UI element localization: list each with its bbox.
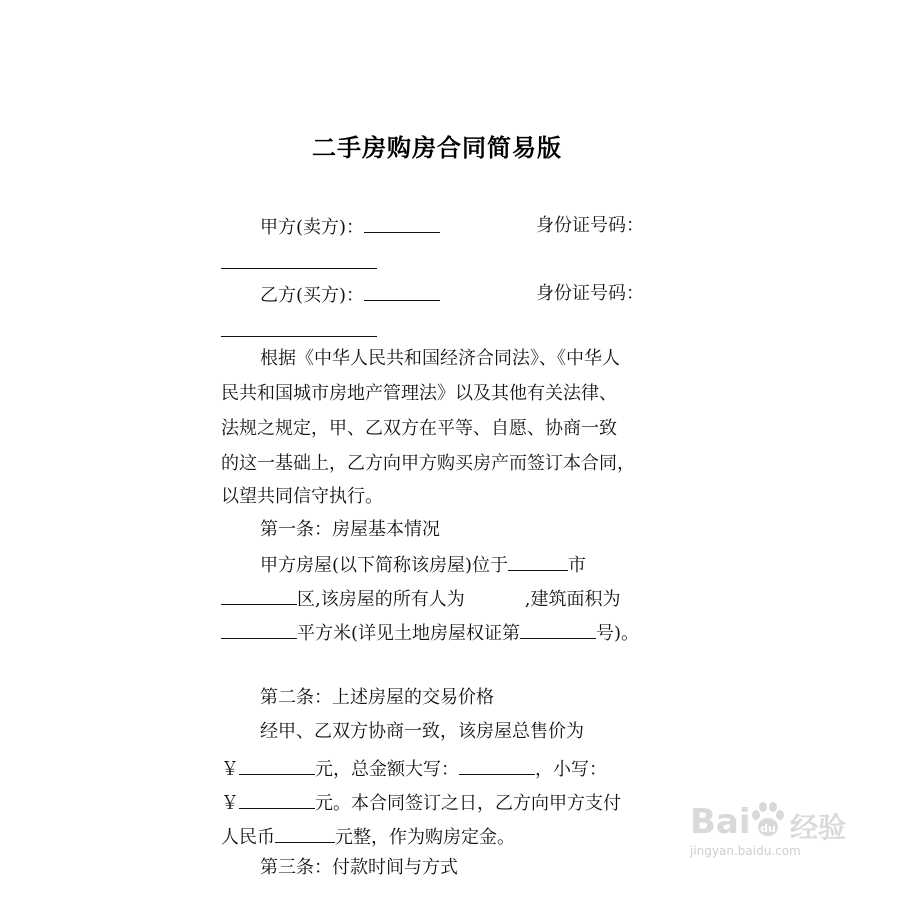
yuan-symbol: ￥ xyxy=(221,759,239,780)
article1-line-1 xyxy=(260,552,586,578)
party-a-id-label: 身份证号码： xyxy=(536,215,644,236)
intro-line-4: 的这一基础上，乙方向甲方购买房产而签订本合同， xyxy=(221,453,635,474)
party-b-label: 乙方(买方)： xyxy=(260,285,365,306)
party-a-label: 甲方(卖方)： xyxy=(260,217,365,238)
article1-line-2 xyxy=(221,586,620,612)
watermark-url: jingyan.baidu.com xyxy=(690,844,801,858)
party-b-name-blank xyxy=(364,282,440,301)
watermark-brand: Bai xyxy=(690,802,751,842)
article2-line-4 xyxy=(221,824,515,850)
article1-location-text: 甲方房屋(以下简称该房屋)位于 xyxy=(260,555,509,576)
intro-line-5: 以望共同信守执行。 xyxy=(221,486,383,507)
article1-heading: 第一条：房屋基本情况 xyxy=(260,519,440,540)
party-a-name-blank xyxy=(364,214,440,233)
article3-heading: 第三条：付款时间与方式 xyxy=(260,857,458,878)
yuan-symbol-2: ￥ xyxy=(221,793,239,814)
baidu-jingyan-watermark xyxy=(690,800,870,860)
party-a-id-blank xyxy=(221,268,377,269)
lowercase-text: ，小写： xyxy=(535,759,607,780)
city-suffix: 市 xyxy=(568,555,587,576)
party-b-id-label: 身份证号码： xyxy=(536,283,644,304)
party-b-id-blank xyxy=(221,336,377,337)
lowercase-amount-blank xyxy=(239,790,315,809)
certificate-suffix: 号)。 xyxy=(596,623,640,644)
article2-line-3 xyxy=(221,790,621,816)
intro-line-3: 法规之规定，甲、乙双方在平等、自愿、协商一致 xyxy=(221,418,617,439)
svg-text:du: du xyxy=(760,822,776,835)
rmb-text: 人民币 xyxy=(221,827,275,848)
price-uppercase-text: 元，总金额大写： xyxy=(315,759,459,780)
watermark-brand-2: 经验 xyxy=(790,811,847,844)
intro-line-2: 民共和国城市房地产管理法》以及其他有关法律、 xyxy=(221,383,617,404)
district-owner-text: 区,该房屋的所有人为 xyxy=(297,589,465,610)
intro-line-1: 根据《中华人民共和国经济合同法》、《中华人 xyxy=(260,348,620,369)
paw-icon xyxy=(748,800,788,840)
certificate-blank xyxy=(520,620,596,639)
deposit-blank xyxy=(275,824,335,843)
district-blank xyxy=(221,586,297,605)
area-text: ,建筑面积为 xyxy=(524,589,621,610)
party-a-line xyxy=(260,214,440,240)
article2-line-2 xyxy=(221,756,607,782)
deposit-text: 元。本合同签订之日，乙方向甲方支付 xyxy=(315,793,621,814)
deposit-suffix: 元整，作为购房定金。 xyxy=(335,827,515,848)
certificate-text: 平方米(详见土地房屋权证第 xyxy=(297,623,521,644)
area-blank xyxy=(221,620,297,639)
price-blank xyxy=(239,756,315,775)
article2-line-1: 经甲、乙双方协商一致，该房屋总售价为 xyxy=(260,721,584,742)
uppercase-amount-blank xyxy=(459,756,535,775)
article1-line-3 xyxy=(221,620,639,646)
article2-heading: 第二条：上述房屋的交易价格 xyxy=(260,687,494,708)
party-b-line xyxy=(260,282,440,308)
document-title: 二手房购房合同简易版 xyxy=(312,134,562,162)
city-blank xyxy=(508,552,568,571)
